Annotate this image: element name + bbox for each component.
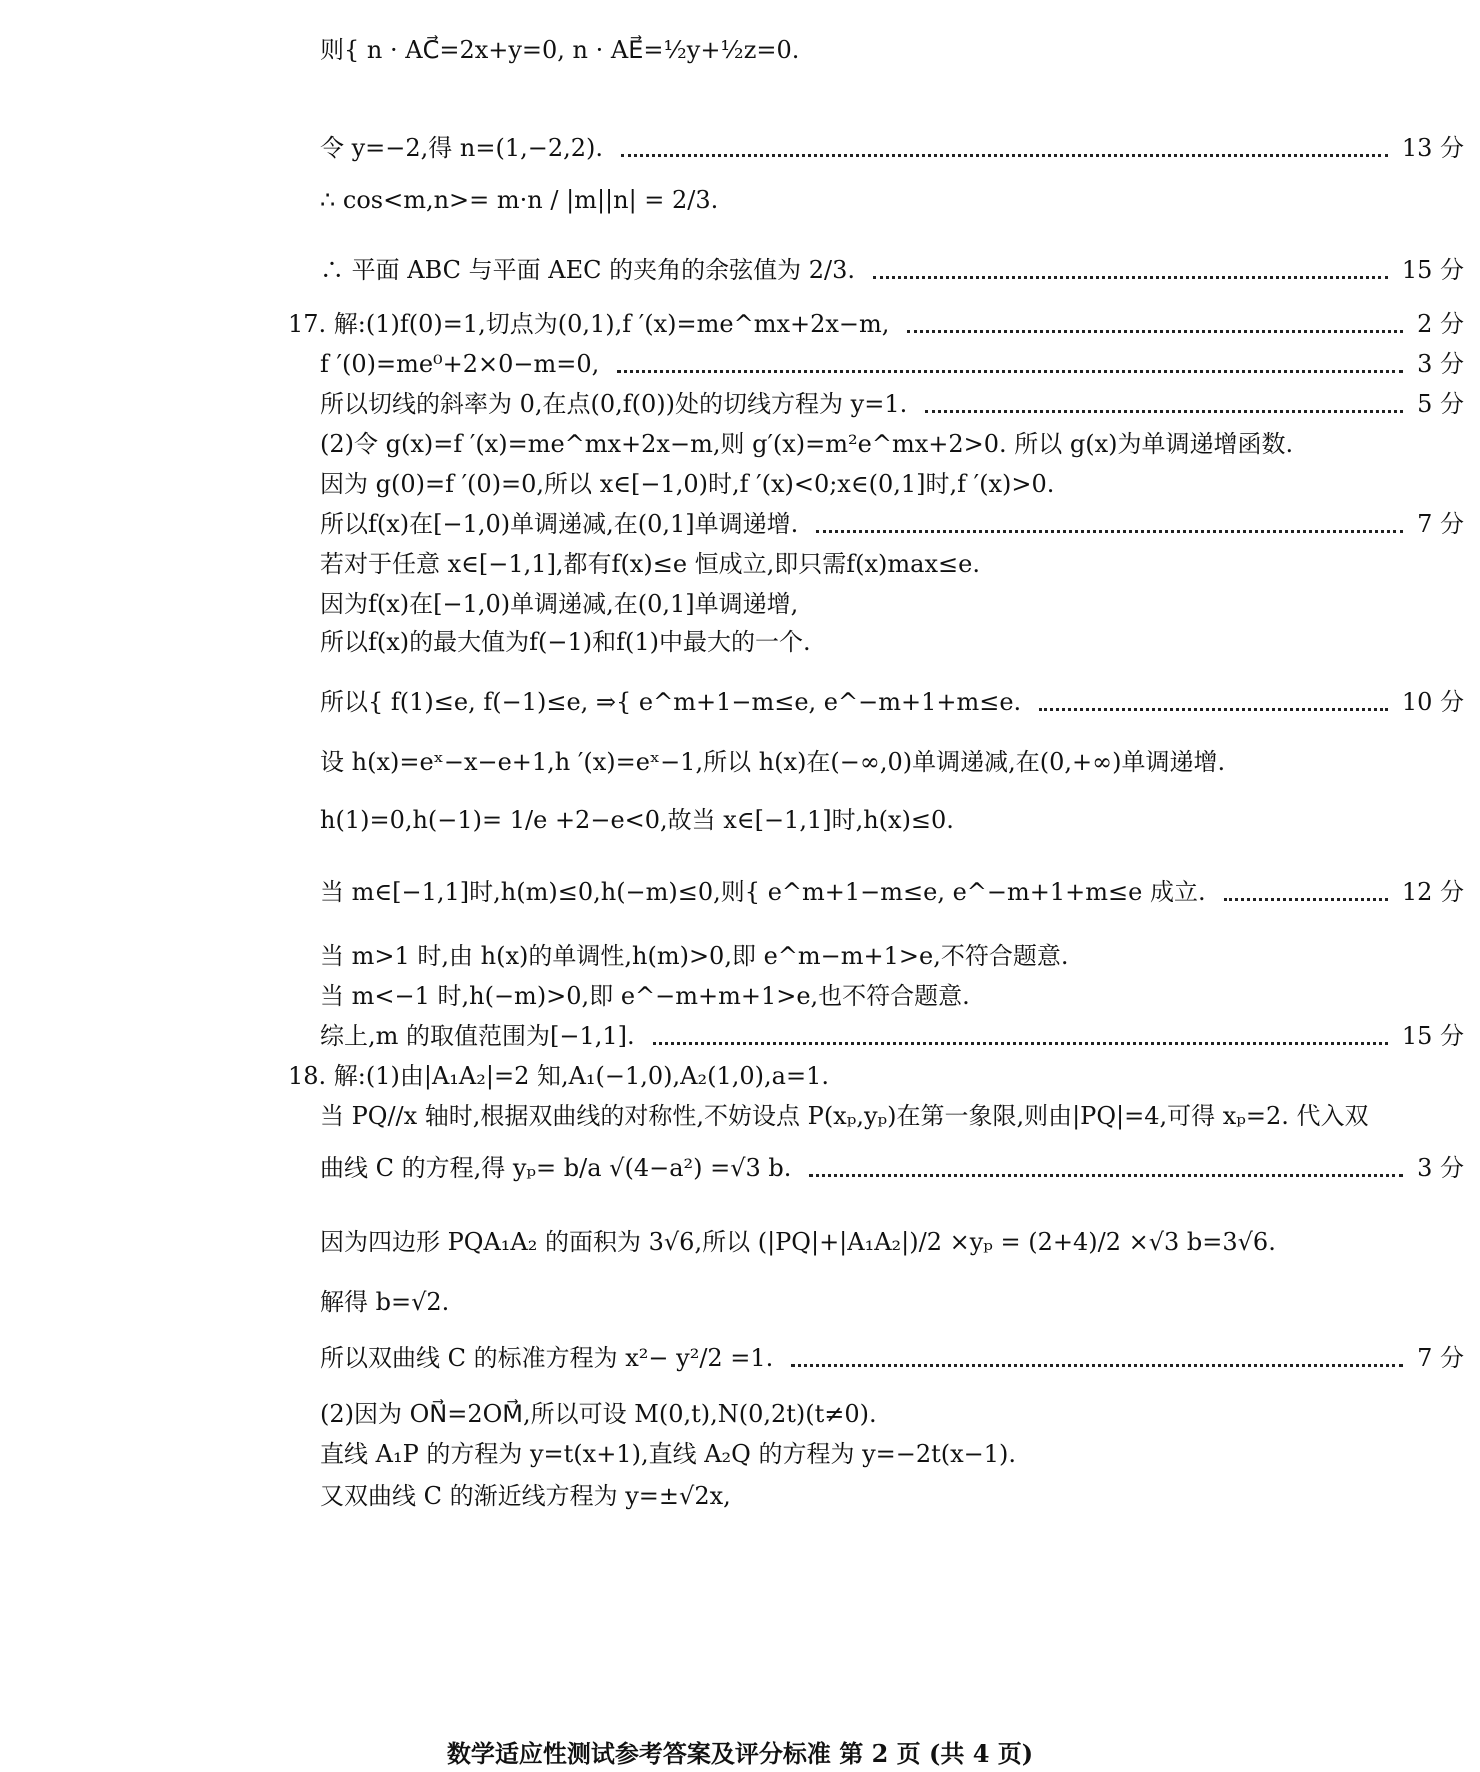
answer-line [320,682,1480,722]
line-text: 则{ n · AC⃗=2x+y=0, n · AE⃗=½y+½z=0. [320,36,800,64]
line-text: 因为四边形 PQA₁A₂ 的面积为 3√6,所以 (|PQ|+|A₁A₂|)/2 ×yₚ = (2+4)/2 ×√3 b=3√6. [320,1228,1276,1256]
line-text: 令 y=−2,得 n=(1,−2,2). [320,134,604,162]
line-text: 所以f(x)在[−1,0)单调递减,在(0,1]单调递增. [320,510,799,538]
line-text: (2)因为 ON⃗=2OM⃗,所以可设 M(0,t),N(0,2t)(t≠0). [320,1400,877,1428]
answer-line [320,872,1480,912]
answer-line [288,1056,1480,1096]
answer-line [320,1476,1480,1516]
answer-line [320,742,1480,782]
dot-leader [791,1364,1403,1367]
answer-line [320,180,1480,220]
answer-line [320,544,1480,584]
dot-leader [653,1042,1388,1045]
line-text: 设 h(x)=eˣ−x−e+1,h ′(x)=eˣ−1,所以 h(x)在(−∞,0)单调递减,在(0,+∞)单调递增. [320,748,1226,776]
answer-line [320,504,1480,544]
line-text: 当 m>1 时,由 h(x)的单调性,h(m)>0,即 e^m−m+1>e,不符合题意. [320,942,1069,970]
line-text: 综上,m 的取值范围为[−1,1]. [320,1022,635,1050]
line-text: 18. 解:(1)由|A₁A₂|=2 知,A₁(−1,0),A₂(1,0),a=1. [288,1062,829,1090]
answer-line [320,384,1480,424]
answer-line [320,622,1480,662]
score-label: 7 分 [1417,1344,1464,1372]
answer-line [320,1222,1480,1262]
line-text: 因为 g(0)=f ′(0)=0,所以 x∈[−1,0)时,f ′(x)<0;x∈(0,1]时,f ′(x)>0. [320,470,1055,498]
score-label: 12 分 [1401,878,1464,906]
line-text: 所以{ f(1)≤e, f(−1)≤e, ⇒{ e^m+1−m≤e, e^−m+1+m≤e. [320,688,1022,716]
dot-leader [925,410,1403,413]
score-label: 15 分 [1401,1022,1464,1050]
dot-leader [1224,898,1388,901]
answer-line [320,424,1480,464]
line-text: 解得 b=√2. [320,1288,450,1316]
dot-leader [816,530,1403,533]
line-text: ∴ 平面 ABC 与平面 AEC 的夹角的余弦值为 2/3. [320,256,856,284]
answer-line [320,1096,1480,1136]
score-label: 2 分 [1417,310,1464,338]
line-text: (2)令 g(x)=f ′(x)=me^mx+2x−m,则 g′(x)=m²e^mx+2>0. 所以 g(x)为单调递增函数. [320,430,1294,458]
score-label: 7 分 [1417,510,1464,538]
answer-line [320,1282,1480,1322]
line-text: 曲线 C 的方程,得 yₚ= b/a √(4−a²) =√3 b. [320,1154,792,1182]
answer-line [320,936,1480,976]
score-label: 5 分 [1417,390,1464,418]
answer-line [320,464,1480,504]
line-text: h(1)=0,h(−1)= 1/e +2−e<0,故当 x∈[−1,1]时,h(x)≤0. [320,806,954,834]
answer-line [288,304,1480,344]
answer-line [320,976,1480,1016]
page-footer: 数学适应性测试参考答案及评分标准 第 2 页 (共 4 页) [446,1739,1034,1768]
answer-line [320,1338,1480,1378]
answer-line [320,1148,1480,1188]
dot-leader [873,276,1388,279]
dot-leader [1039,708,1388,711]
line-text: 17. 解:(1)f(0)=1,切点为(0,1),f ′(x)=me^mx+2x−m, [288,310,890,338]
answer-line [320,584,1480,624]
dot-leader [809,1174,1403,1177]
score-label: 13 分 [1401,134,1464,162]
line-text: 所以双曲线 C 的标准方程为 x²− y²/2 =1. [320,1344,774,1372]
line-text: 当 m∈[−1,1]时,h(m)≤0,h(−m)≤0,则{ e^m+1−m≤e, e^−m+1+m≤e 成立. [320,878,1206,906]
line-text: 当 m<−1 时,h(−m)>0,即 e^−m+m+1>e,也不符合题意. [320,982,970,1010]
line-text: 当 PQ//x 轴时,根据双曲线的对称性,不妨设点 P(xₚ,yₚ)在第一象限,则由|PQ|=4,可得 xₚ=2. 代入双 [320,1102,1369,1130]
answer-line [320,344,1480,384]
line-text: 因为f(x)在[−1,0)单调递减,在(0,1]单调递增, [320,590,799,618]
score-label: 10 分 [1401,688,1464,716]
line-text: 所以切线的斜率为 0,在点(0,f(0))处的切线方程为 y=1. [320,390,908,418]
answer-line [320,1434,1480,1474]
answer-line [320,800,1480,840]
line-text: f ′(0)=me⁰+2×0−m=0, [320,350,600,378]
answer-line [320,1394,1480,1434]
answer-line [320,1016,1480,1056]
dot-leader [617,370,1403,373]
line-text: 又双曲线 C 的渐近线方程为 y=±√2x, [320,1482,731,1510]
answer-line [320,250,1480,290]
dot-leader [907,330,1403,333]
answer-line [320,30,1480,70]
line-text: 直线 A₁P 的方程为 y=t(x+1),直线 A₂Q 的方程为 y=−2t(x−1). [320,1440,1017,1468]
score-label: 15 分 [1401,256,1464,284]
dot-leader [621,154,1388,157]
line-text: 所以f(x)的最大值为f(−1)和f(1)中最大的一个. [320,628,811,656]
score-label: 3 分 [1417,350,1464,378]
answer-line [320,128,1480,168]
line-text: 若对于任意 x∈[−1,1],都有f(x)≤e 恒成立,即只需f(x)max≤e. [320,550,980,578]
score-label: 3 分 [1417,1154,1464,1182]
line-text: ∴ cos<m,n>= m·n / |m||n| = 2/3. [320,186,719,214]
